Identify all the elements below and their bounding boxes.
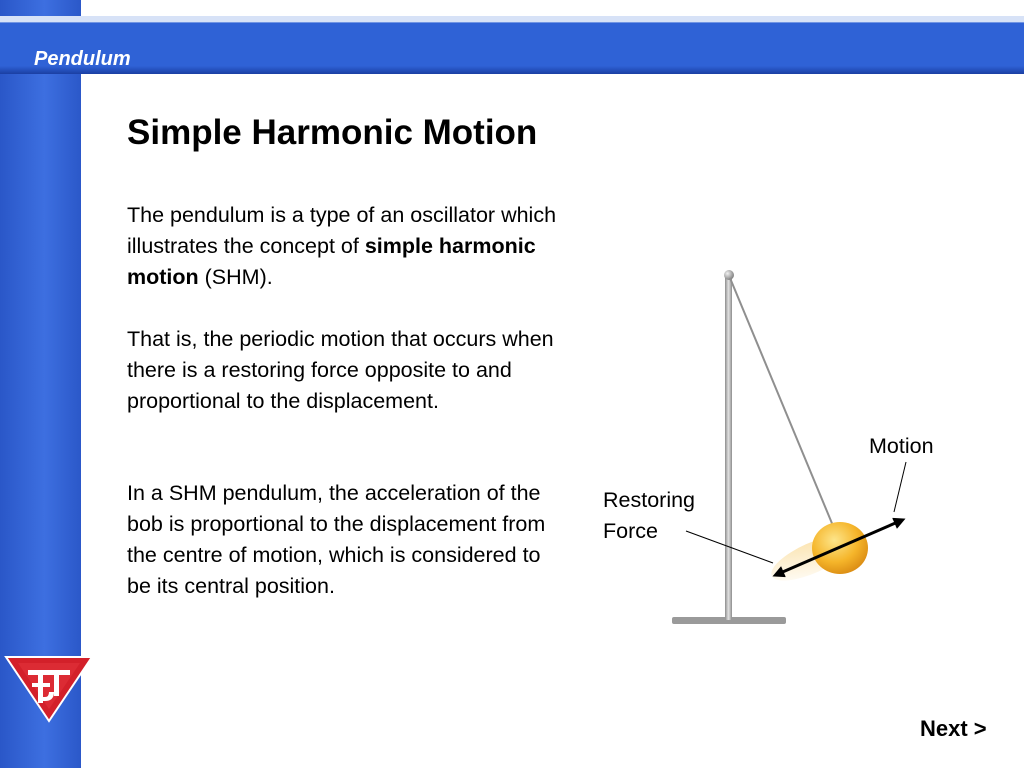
restoring-force-label-line1: Restoring [603, 488, 696, 512]
left-sidebar-bar [0, 0, 81, 768]
paragraph-acceleration: In a SHM pendulum, the acceleration of the bob is proportional to the displacement from the centre of motion, which is considered to be its central position. [127, 481, 546, 598]
paragraph-definition-text: The pendulum is a type of an oscillator which illustrates the concept of [127, 203, 557, 258]
paragraph-restoring-force: That is, the periodic motion that occurs when there is a restoring force opposite to and proportional to the displacement. [127, 327, 554, 413]
motion-label: Motion [869, 434, 934, 458]
pendulum-diagram [595, 260, 975, 640]
shm-term: simple harmonic motion [127, 234, 536, 289]
pendulum-string [730, 278, 836, 533]
paragraph-definition-suffix: (SHM). [198, 265, 273, 289]
slide-title: Simple Harmonic Motion [127, 113, 538, 152]
motion-leader-line [894, 462, 906, 512]
paragraph-definition [127, 200, 577, 293]
header-title: Pendulum [34, 48, 131, 70]
next-button[interactable]: Next > [920, 716, 987, 741]
restoring-force-label-line2: Force [603, 519, 658, 543]
pivot-knob [724, 270, 734, 280]
company-logo [4, 654, 94, 724]
header-bar [0, 16, 1024, 74]
pendulum-stand-pole [725, 276, 732, 620]
